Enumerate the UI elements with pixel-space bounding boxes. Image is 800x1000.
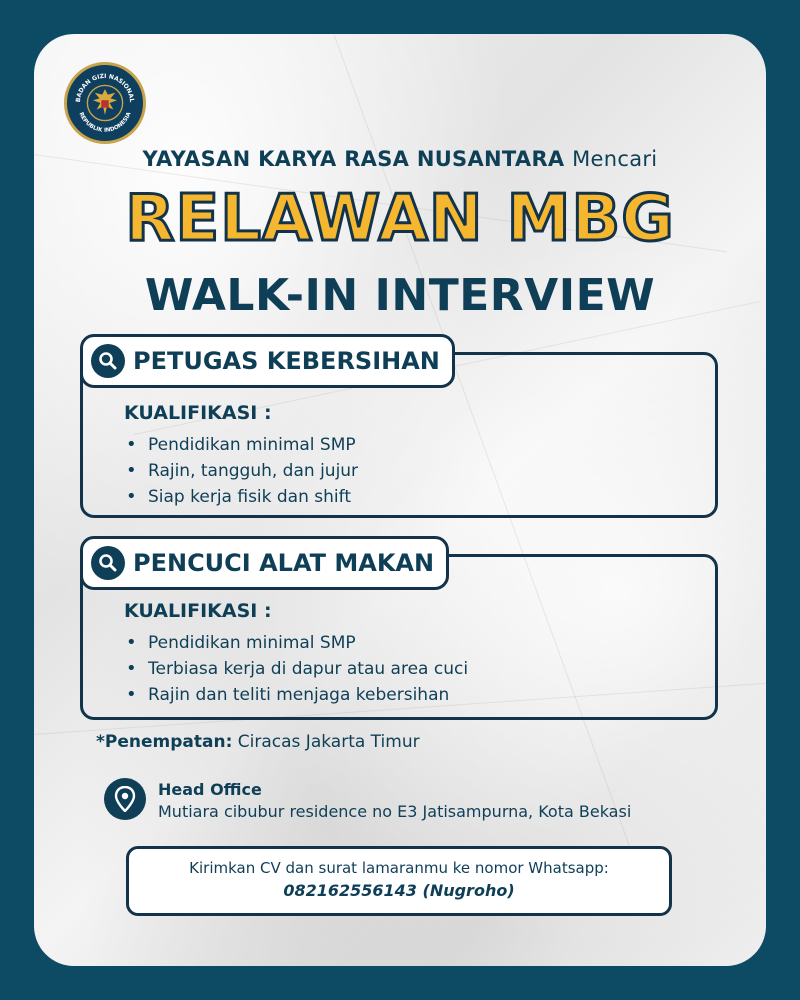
list-item: • Rajin dan teliti menjaga kebersihan — [126, 682, 468, 708]
recruiter-line — [34, 147, 766, 171]
qualification-list — [126, 630, 468, 708]
job-title: PENCUCI ALAT MAKAN — [133, 549, 435, 577]
placement-label: *Penempatan: — [96, 732, 233, 752]
contact-box — [126, 846, 672, 916]
search-icon — [91, 344, 125, 378]
contact-instruction: Kirimkan CV dan surat lamaranmu ke nomor Whatsapp: — [189, 859, 609, 877]
organization-name: YAYASAN KARYA RASA NUSANTARA — [142, 147, 565, 171]
location-pin-icon — [104, 778, 146, 820]
office-address: Mutiara cibubur residence no E3 Jatisampurna, Kota Bekasi — [158, 802, 632, 821]
poster-card — [34, 34, 766, 966]
qualification-label: KUALIFIKASI : — [124, 402, 272, 424]
recruiter-verb: Mencari — [572, 147, 658, 171]
job-tag — [80, 536, 449, 590]
logo-ring-top: BADAN GIZI NASIONAL — [74, 72, 136, 103]
list-item: • Pendidikan minimal SMP — [126, 432, 358, 458]
placement-value: Ciracas Jakarta Timur — [237, 732, 420, 752]
qualification-list — [126, 432, 358, 510]
job-tag — [80, 334, 455, 388]
placement-line — [96, 732, 420, 752]
job-title: PETUGAS KEBERSIHAN — [133, 347, 440, 375]
list-item: • Siap kerja fisik dan shift — [126, 484, 358, 510]
sub-title: WALK-IN INTERVIEW — [144, 270, 656, 321]
list-item: • Rajin, tangguh, dan jujur — [126, 458, 358, 484]
garuda-emblem-icon — [64, 62, 146, 144]
logo-ring-bottom: REPUBLIK INDONESIA — [77, 111, 133, 134]
main-title: RELAWAN MBG — [125, 182, 675, 256]
list-item: • Pendidikan minimal SMP — [126, 630, 468, 656]
list-item: • Terbiasa kerja di dapur atau area cuci — [126, 656, 468, 682]
office-label: Head Office — [158, 780, 262, 799]
whatsapp-number: 082162556143 (Nugroho) — [283, 881, 515, 900]
search-icon — [91, 546, 125, 580]
qualification-label: KUALIFIKASI : — [124, 600, 272, 622]
